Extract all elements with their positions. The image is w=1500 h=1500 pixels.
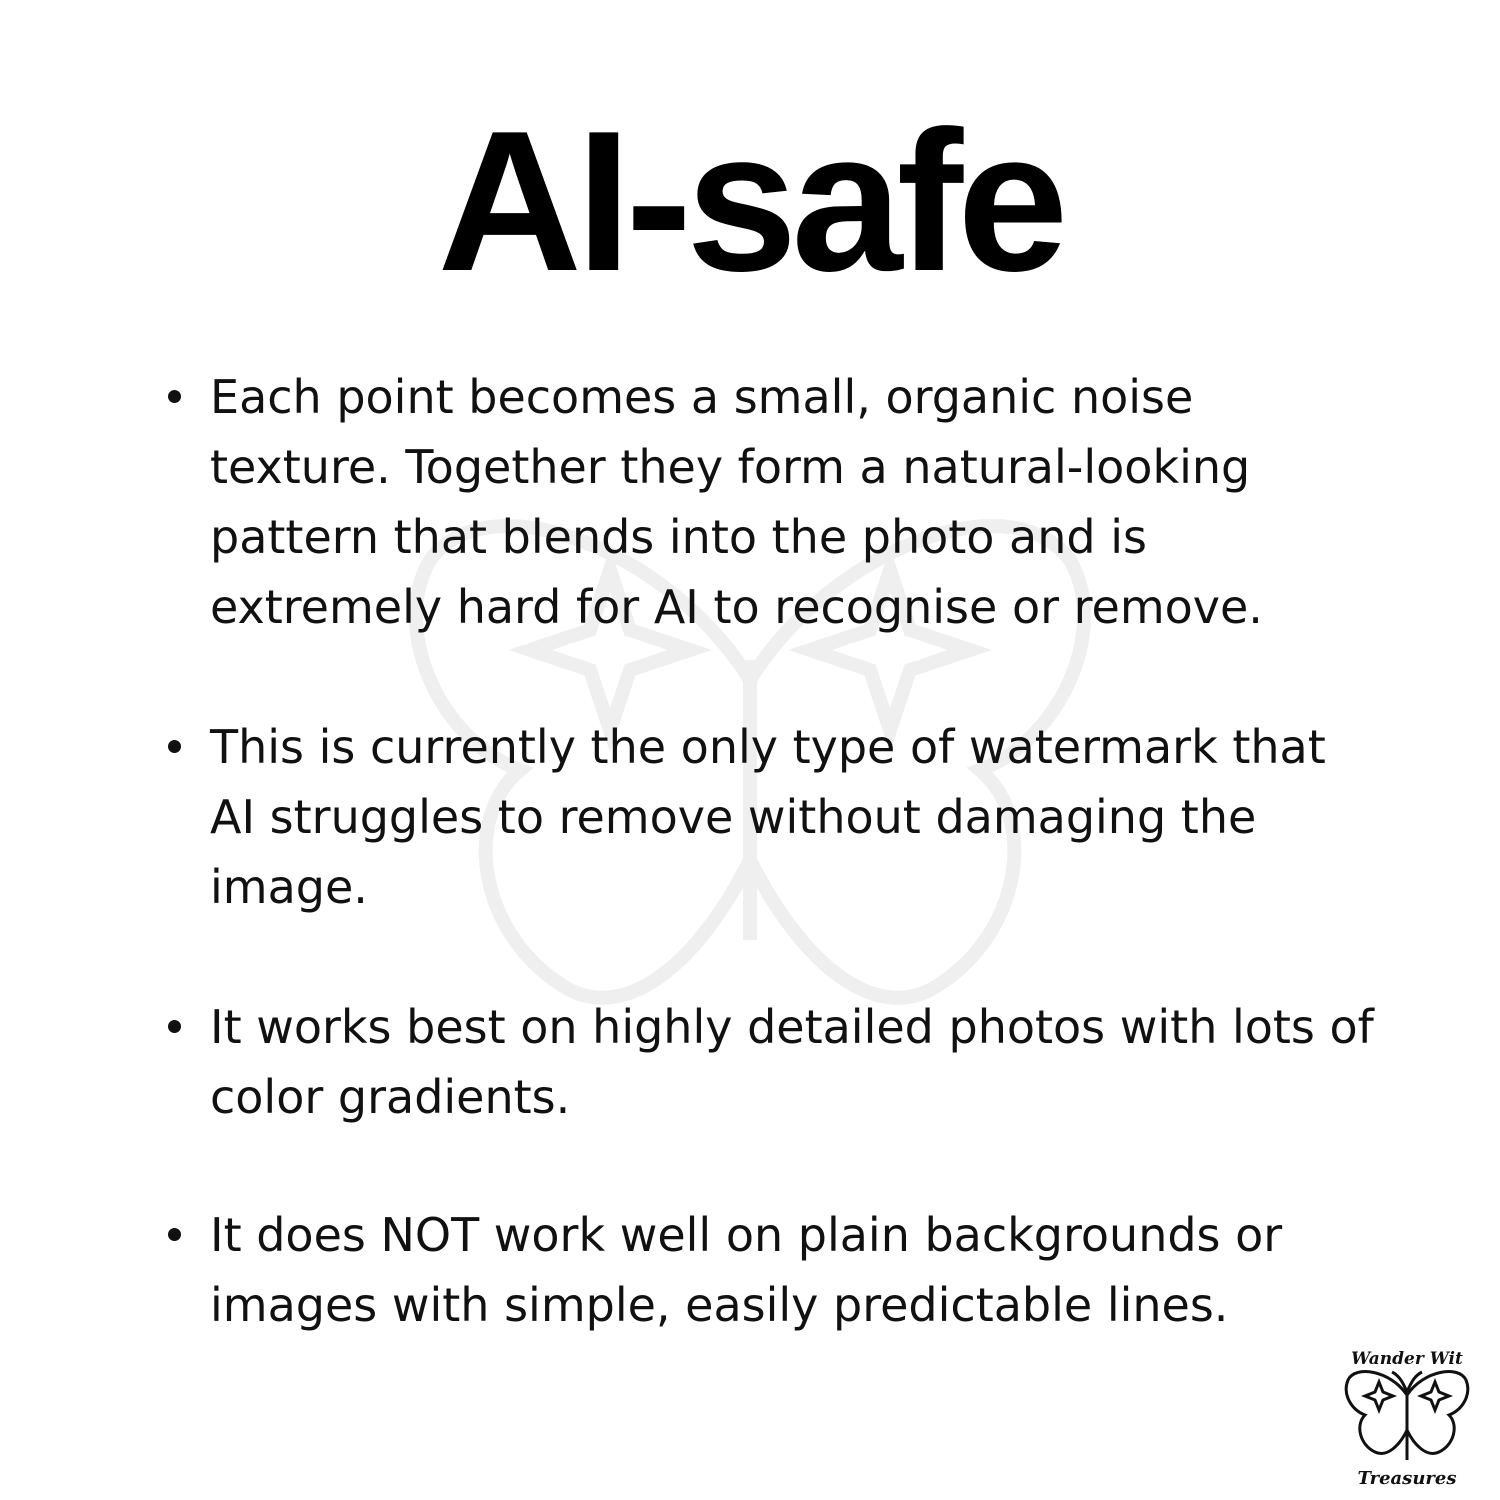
bullet-text: Each point becomes a small, organic noise texture. Together they form a natural-looking pattern that blends into the photo and is extremely hard for AI to recognise or remove. [210, 370, 1263, 634]
bullet-dot-icon [168, 1228, 181, 1241]
bullet-item [160, 362, 1380, 642]
bullet-item [160, 712, 1380, 922]
bullet-list [160, 362, 1380, 1340]
brand-name-line1: Wander Wit [1351, 1349, 1463, 1369]
bullet-text: This is currently the only type of watermark that AI struggles to remove without damaging the image. [210, 720, 1326, 914]
bullet-dot-icon [168, 1020, 181, 1033]
brand-logo [1340, 1340, 1475, 1490]
butterfly-icon [1346, 1372, 1468, 1460]
brand-name-line2: Treasures [1357, 1468, 1457, 1489]
bullet-item [160, 992, 1380, 1132]
bullet-text: It works best on highly detailed photos with lots of color gradients. [210, 1000, 1374, 1124]
bullet-dot-icon [168, 740, 181, 753]
bullet-dot-icon [168, 390, 181, 403]
bullet-item [160, 1200, 1380, 1340]
page-title: AI-safe [437, 90, 1063, 313]
bullet-text: It does NOT work well on plain backgrounds or images with simple, easily predictable lines. [210, 1208, 1283, 1332]
